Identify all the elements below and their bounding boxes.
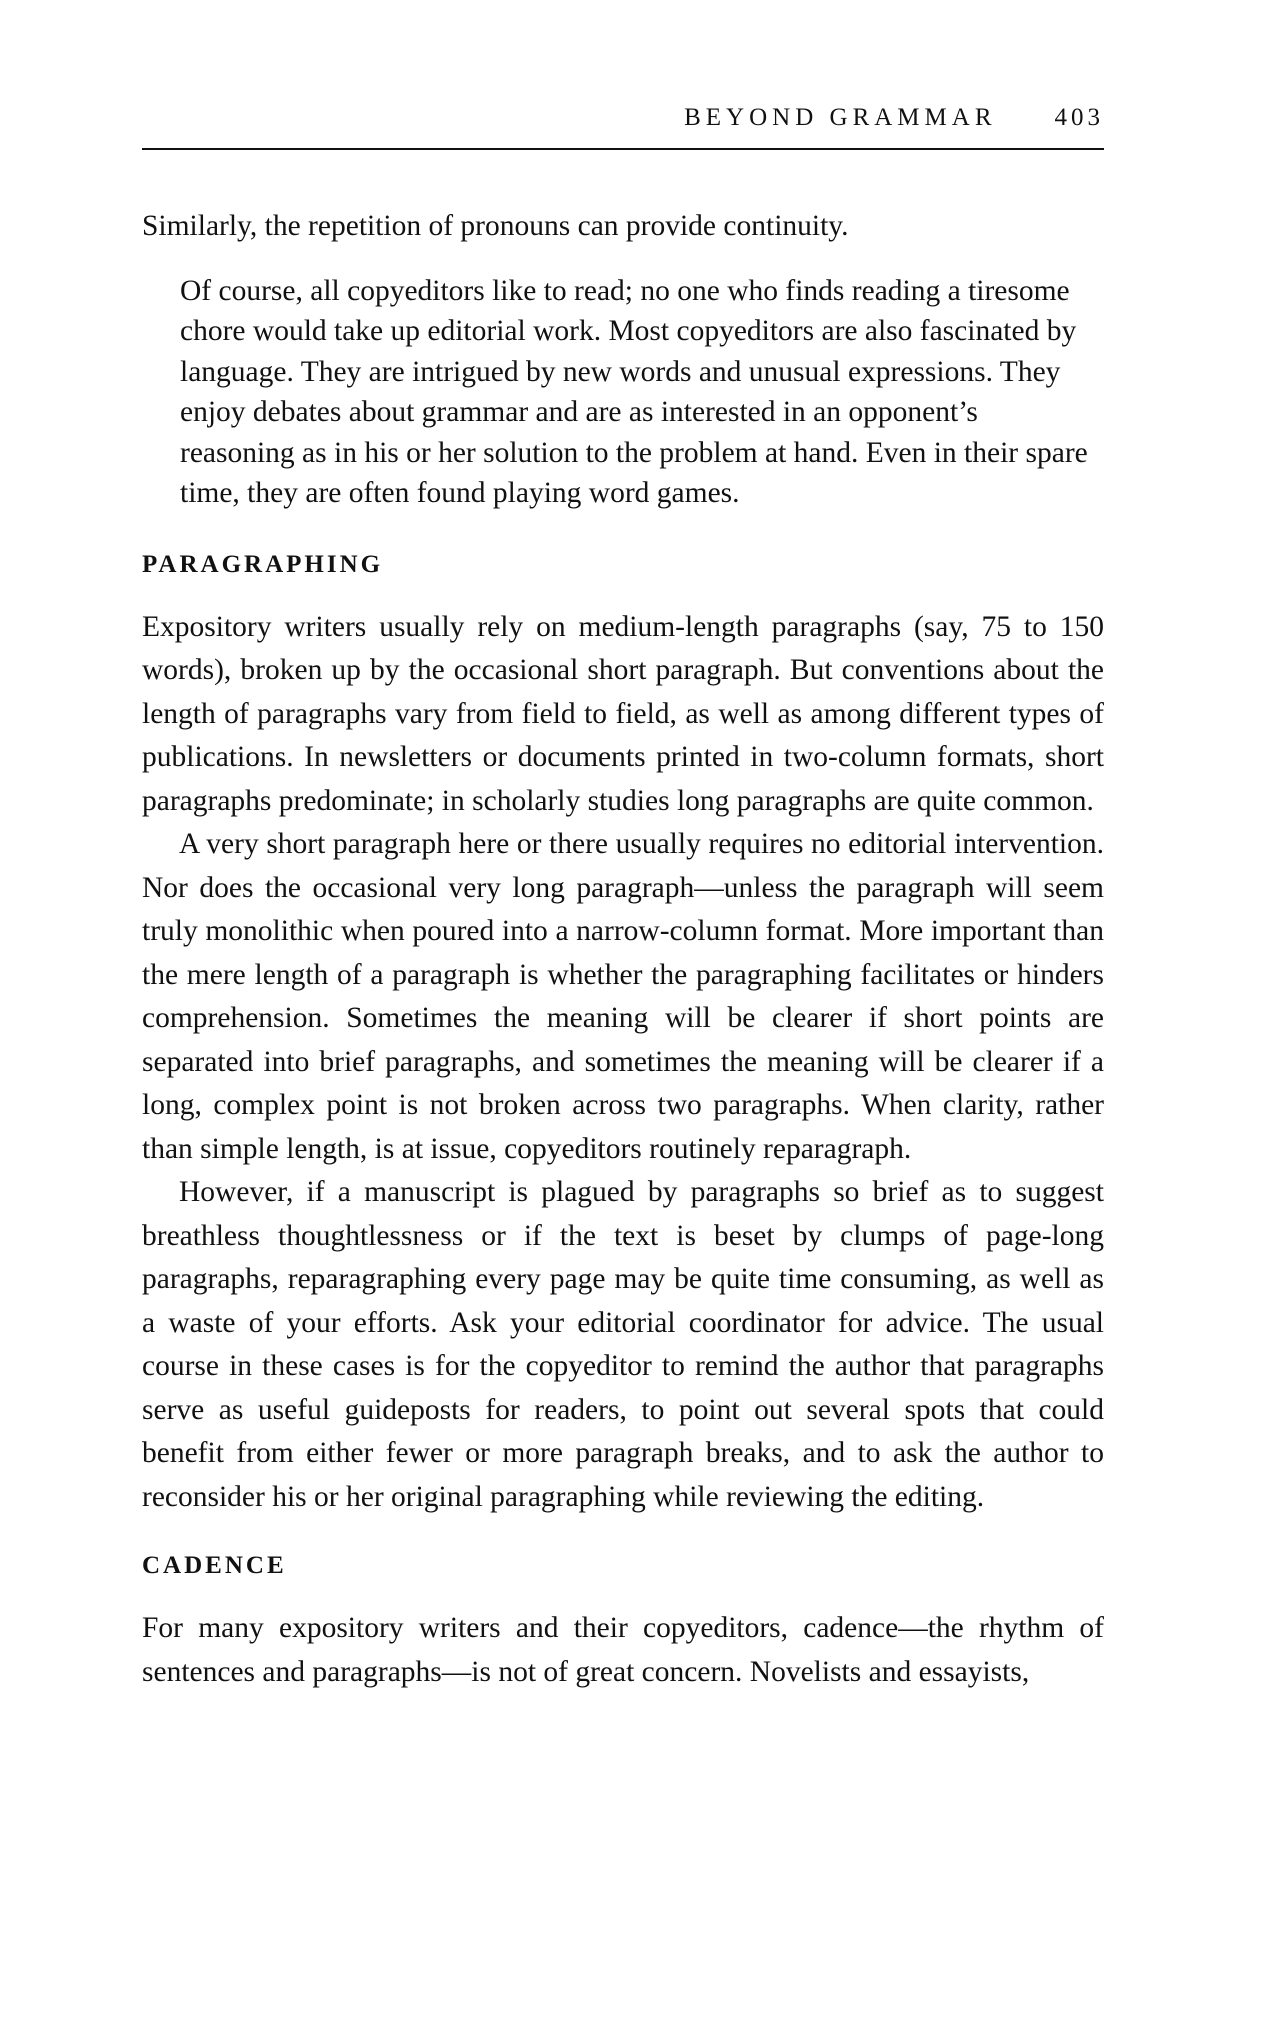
opening-line: Similarly, the repetition of pronouns can provide continuity. [142, 210, 849, 242]
paragraph: However, if a manuscript is plagued by paragraphs so brief as to suggest breathless thoughtlessness or if the text is beset by clumps of page-long paragraphs, reparagraphing every page may be quite time consuming, as well as a waste of your efforts. Ask your editorial coordinator for advice. The usual course in these cases is for the copyeditor to remind the author that paragraphs serve as useful guideposts for readers, to point out several spots that could benefit from either fewer or more paragraph breaks, and to ask the author to reconsider his or her original paragraphing while reviewing the editing. [142, 1176, 1104, 1513]
section-heading-cadence: CADENCE [142, 1552, 287, 1579]
page-number: 403 [1054, 104, 1104, 131]
section-heading-paragraphing: PARAGRAPHING [142, 550, 384, 578]
book-page [142, 104, 1104, 1694]
running-head [142, 104, 1104, 150]
block-quote: Of course, all copyeditors like to read; no one who finds reading a tiresome chore would take up editorial work. Most copyeditors are also fascinated by language. They are intrigued by new words and unusual expressions. They enjoy debates about grammar and are as interested in an opponent’s reasoning as in his or her solution to the problem at hand. Even in their spare time, they are often found playing word games. [180, 274, 1088, 509]
running-head-title: BEYOND GRAMMAR [684, 104, 997, 131]
paragraph: For many expository writers and their copyeditors, cadence—the rhythm of sentences and paragraphs—is not of great concern. Novelists and essayists, [142, 1612, 1104, 1688]
paragraph: A very short paragraph here or there usually requires no editorial intervention. Nor does the occasional very long paragraph—unless the paragraph will seem truly monolithic when poured into a narrow-column format. More important than the mere length of a paragraph is whether the paragraphing facilitates or hinders comprehension. Sometimes the meaning will be clearer if short points are separated into brief paragraphs, and sometimes the meaning will be clearer if a long, complex point is not broken across two paragraphs. When clarity, rather than simple length, is at issue, copyeditors routinely reparagraph. [142, 828, 1104, 1165]
paragraph: Expository writers usually rely on medium-length paragraphs (say, 75 to 150 words), broken up by the occasional short paragraph. But conventions about the length of paragraphs vary from field to field, as well as among different types of publications. In newsletters or documents printed in two-column formats, short paragraphs predominate; in scholarly studies long paragraphs are quite common. [142, 610, 1104, 817]
